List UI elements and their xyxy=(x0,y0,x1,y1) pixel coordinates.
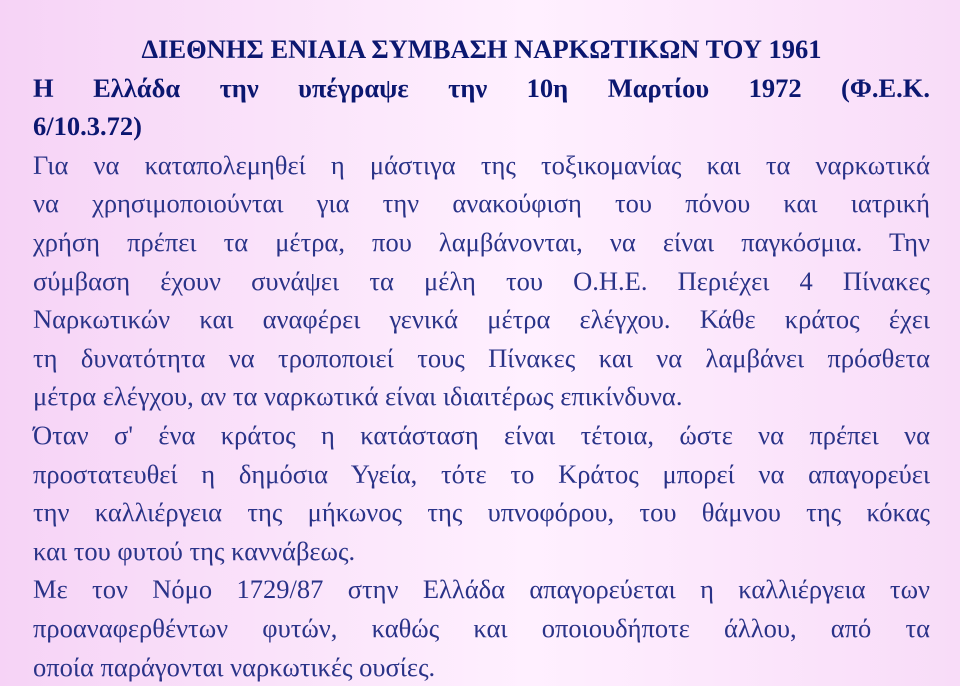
body-line: Ναρκωτικών και αναφέρει γενικά μέτρα ελέγχου. Κάθε κράτος έχει xyxy=(33,304,930,335)
ratification-line: Η Ελλάδα την υπέγραψε την 10η Μαρτίου 1972 (Φ.Ε.Κ. xyxy=(33,72,930,103)
body-line: χρήση πρέπει τα μέτρα, που λαμβάνονται, να είναι παγκόσμια. Την xyxy=(33,226,930,257)
body-line: Με τον Νόμο 1729/87 στην Ελλάδα απαγορεύεται η καλλιέργεια των xyxy=(33,574,930,605)
body-line: την καλλιέργεια της μήκωνος της υπνοφόρου, του θάμνου της κόκας xyxy=(33,497,930,528)
body-line: προστατευθεί η δημόσια Υγεία, τότε το Κράτος μπορεί να απαγορεύει xyxy=(33,458,930,489)
slide-title: ΔΙΕΘΝΗΣ ΕΝΙΑΙΑ ΣΥΜΒΑΣΗ ΝΑΡΚΩΤΙΚΩΝ ΤΟΥ 1961 xyxy=(141,34,822,64)
ratification-reference: 6/10.3.72) xyxy=(33,111,142,142)
body-line: να χρησιμοποιούνται για την ανακούφιση του πόνου και ιατρική xyxy=(33,188,930,219)
slide-content xyxy=(33,30,930,686)
body-line: σύμβαση έχουν συνάψει τα μέλη του Ο.Η.Ε. Περιέχει 4 Πίνακες xyxy=(33,265,930,296)
body-line: οποία παράγονται ναρκωτικές ουσίες. xyxy=(33,651,436,682)
body-line: προαναφερθέντων φυτών, καθώς και οποιουδήποτε άλλου, από τα xyxy=(33,612,930,643)
body-line: Για να καταπολεμηθεί η μάστιγα της τοξικομανίας και τα ναρκωτικά xyxy=(33,149,930,180)
body-line: τη δυνατότητα να τροποποιεί τους Πίνακες και να λαμβάνει πρόσθετα xyxy=(33,342,930,373)
body-line: Όταν σ' ένα κράτος η κατάσταση είναι τέτοια, ώστε να πρέπει να xyxy=(33,419,930,450)
body-line: και του φυτού της καννάβεως. xyxy=(33,535,356,566)
body-line: μέτρα ελέγχου, αν τα ναρκωτικά είναι ιδιαιτέρως επικίνδυνα. xyxy=(33,381,683,412)
